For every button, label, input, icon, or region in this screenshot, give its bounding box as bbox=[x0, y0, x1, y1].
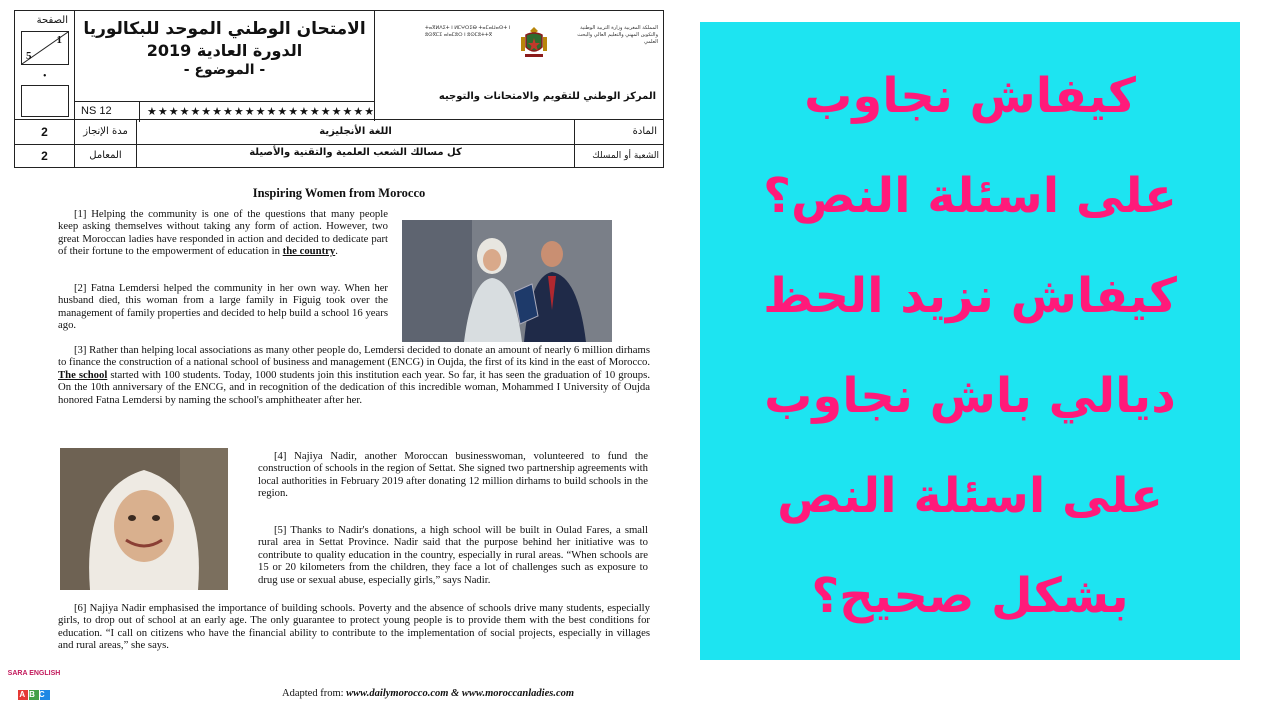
paragraph-1-underlined: the country bbox=[282, 245, 336, 258]
panel-line-2: على اسئلة النص؟ bbox=[763, 168, 1177, 224]
subject-label: المادة bbox=[632, 126, 657, 137]
footer-sources: www.dailymorocco.com & www.moroccanladies.com bbox=[346, 688, 575, 699]
panel-line-1: كيفاش نجاوب bbox=[804, 68, 1136, 124]
subject-table bbox=[14, 120, 664, 168]
moroccan-emblem-icon bbox=[519, 25, 549, 59]
paragraph-4: [4] Najiya Nadir, another Moroccan businesswoman, volunteered to fund the construction of schools in the region of Settat. She signed two partnership agreements with local authorities in February 2019 after donating 12 million dirhams to build schools in the region. bbox=[258, 450, 648, 500]
panel-line-4: ديالي باش نجاوب bbox=[764, 368, 1176, 424]
paragraph-3-underlined: The school bbox=[58, 368, 108, 381]
paragraph-6: [6] Najiya Nadir emphasised the importance of building schools. Poverty and the absence of schools drive many students, especially girls, to drop out of school at an early age. The only guarantee to protect young people is to provide them with the best conditions for education. “I call on citizens who have the financial ability to contribute to the implementation of social projects, especially in villages and rural areas,” she says. bbox=[58, 602, 650, 652]
blank-box bbox=[21, 85, 69, 117]
paragraph-1-text-a: [1] Helping the community is one of the questions that many people keep asking themselves without taking any form of action. However, two great Moroccan ladies have responded in action and decided to dedicate part of their fortune to the empowerment of education in bbox=[58, 208, 388, 258]
paragraph-1-text-b: . bbox=[335, 245, 338, 258]
stream-value: كل مسالك الشعب العلمية والتقنية والأصيلة bbox=[137, 144, 575, 168]
page-total: 5 bbox=[26, 50, 32, 62]
ministry-arabic: المملكة المغربية وزارة التربية الوطنية والتكوين المهني والتعليم العالي والبحث العلمي bbox=[577, 25, 658, 45]
panel-line-6: بشكل صحيح؟ bbox=[811, 568, 1129, 624]
page-number-box bbox=[15, 11, 75, 121]
photo-najiya-nadir bbox=[60, 448, 228, 590]
article-footer bbox=[282, 688, 574, 699]
page-current: 1 bbox=[56, 34, 62, 46]
photo-najiya-nadir-illustration bbox=[60, 448, 228, 590]
badge-letters: ABC bbox=[19, 690, 49, 699]
page-label: الصفحة bbox=[36, 15, 68, 26]
exam-session: الدورة العادية 2019 bbox=[146, 41, 303, 60]
page-mark: • bbox=[43, 71, 47, 82]
exam-title: الامتحان الوطني الموحد للبكالوريا bbox=[83, 19, 366, 39]
duration-label: مدة الإنجاز bbox=[75, 120, 137, 144]
ministry-tifinagh: ⵜⴰⴳⵍⴷⵉⵜ ⵏ ⵍⵎⵖⵔⵉⴱ ⵜⴰⵎⴰⵡⴰⵙⵜ ⵏ ⵓⵙⴳⵎⵉ ⴰⵏⴰⵎⵓⵔ ⵏ ⵓⵙⵎⵓⵜⵜⴳ bbox=[425, 25, 511, 38]
coefficient-label: المعامل bbox=[75, 144, 137, 168]
photo-fatna-lemdersi-illustration bbox=[402, 220, 612, 342]
paragraph-3 bbox=[58, 344, 650, 406]
stream-label: الشعبة أو المسلك bbox=[592, 151, 659, 161]
code-separator bbox=[139, 102, 140, 122]
paragraph-3-text-b: started with 100 students. Today, 1000 students join this institution each year. So far, it has seen the graduation of 10 groups. On the 10th anniversary of the ENCG, and in recognition of the dedication of this incredible woman, Mohammed I University of Oujda honored Fatna Lemdersi by naming the school's amphitheater after her. bbox=[58, 368, 650, 406]
exam-subject-label: - الموضوع - bbox=[183, 62, 266, 78]
paragraph-2: [2] Fatna Lemdersi helped the community in her own way. When her husband died, this woman from a large family in Figuig took over the management of family properties and decided to help build a school 16 years ago. bbox=[58, 282, 388, 332]
photo-fatna-lemdersi bbox=[402, 220, 612, 342]
page-fraction bbox=[21, 31, 69, 65]
footer-prefix: Adapted from: bbox=[282, 688, 347, 699]
paragraph-5: [5] Thanks to Nadir's donations, a high school will be built in Oulad Fares, a small rural area in Settat Province. Nadir said that the purpose behind her initiative was to contribute to quality education in the country, especially in rural areas. “When schools are 15 or 20 kilometers from the children, they face a lot of challenges such as exposure to drug use or sexual abuse, especially girls,” says Nadir. bbox=[258, 524, 648, 586]
panel-text bbox=[700, 46, 1240, 646]
duration-value: 2 bbox=[15, 120, 75, 144]
sara-english-badge bbox=[2, 668, 66, 716]
ministry-block bbox=[385, 17, 660, 115]
exam-title-block bbox=[75, 11, 375, 101]
exam-stars: ★★★★★★★★★★★★★★★★★★★★★ bbox=[147, 106, 376, 118]
exam-header bbox=[14, 10, 664, 120]
panel-line-3: كيفاش نزيد الحظ bbox=[763, 268, 1177, 324]
subject-value: اللغة الأنجليزية bbox=[137, 120, 575, 144]
coefficient-value: 2 bbox=[15, 144, 75, 168]
center-name: المركز الوطني للتقويم والامتحانات والتوجيه bbox=[438, 91, 656, 102]
exam-code-row bbox=[75, 101, 375, 121]
exam-code: NS 12 bbox=[81, 105, 112, 117]
badge-text: SARA ENGLISH bbox=[7, 670, 61, 677]
paragraph-1 bbox=[58, 208, 388, 258]
article-title: Inspiring Women from Morocco bbox=[252, 186, 426, 200]
panel-line-5: على اسئلة النص bbox=[777, 468, 1163, 524]
paragraph-3-text-a: [3] Rather than helping local associations as many other people do, Lemdersi decided to donate an amount of nearly 6 million dirhams to finance the construction of a national school of business and management (ENCG) in Oujda, the first of its kind in the east of Morocco. bbox=[58, 344, 650, 369]
question-panel bbox=[700, 22, 1240, 660]
